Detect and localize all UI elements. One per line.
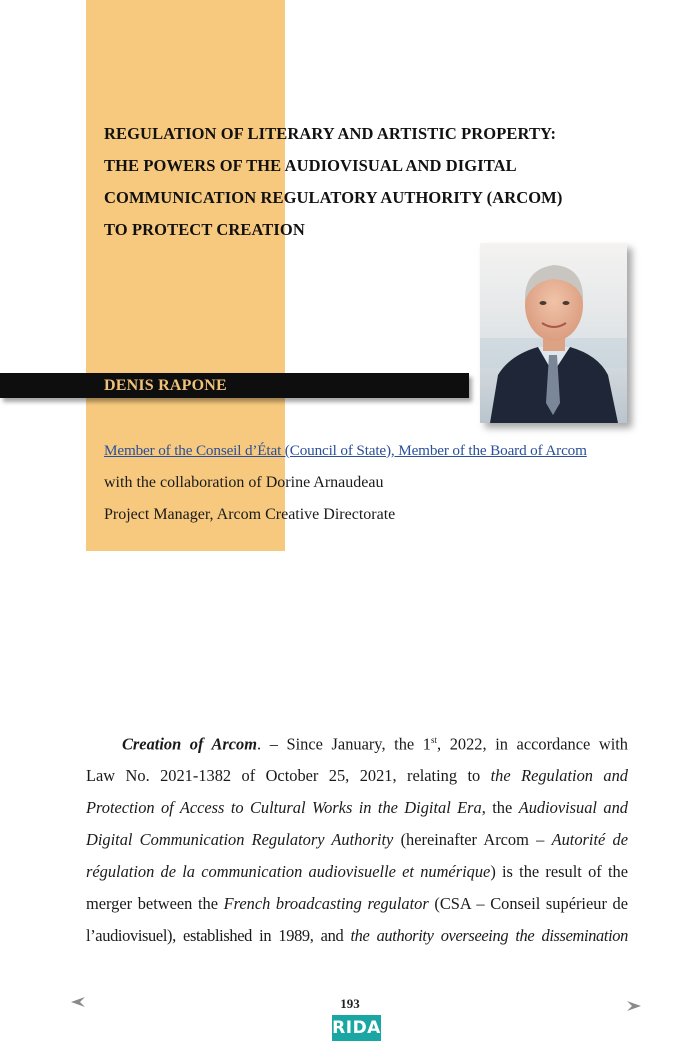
author-name: DENIS RAPONE (104, 377, 227, 394)
author-name-bar (0, 373, 469, 398)
accent-band (86, 0, 285, 551)
article-body (86, 724, 628, 952)
page-number: 193 (340, 996, 360, 1011)
title-line: TO PROTECT CREATION (104, 220, 305, 239)
section-heading: Creation of Arcom (122, 734, 257, 754)
rida-logo: RIDA (332, 1015, 381, 1041)
body-line: Law No. 2021-1382 of October 25, 2021, relating to the Regulation and (86, 766, 628, 786)
collaborator-role: Project Manager, Arcom Creative Directorate (104, 506, 396, 523)
body-line: Creation of Arcom. – Since January, the 1st, 2022, in accordance with (122, 734, 628, 754)
body-line: Digital Communication Regulatory Authority (hereinafter Arcom – Autorité de (86, 830, 628, 850)
body-line: l’audiovisuel), established in 1989, and the authority overseeing the dissemination (86, 926, 628, 946)
body-line: régulation de la communication audiovisuelle et numérique) is the result of the (86, 862, 628, 882)
title-line: REGULATION OF LITERARY AND ARTISTIC PROPERTY: (104, 124, 557, 143)
article-title (104, 118, 604, 246)
affiliation-link[interactable]: Member of the Conseil d’État (Council of State), Member of the Board of Arcom (104, 442, 587, 459)
title-line: COMMUNICATION REGULATORY AUTHORITY (ARCOM) (104, 188, 563, 207)
title-line: THE POWERS OF THE AUDIOVISUAL AND DIGITAL (104, 156, 517, 175)
collaboration-text: with the collaboration of Dorine Arnaudeau (104, 474, 384, 491)
body-line: merger between the French broadcasting regulator (CSA – Conseil supérieur de (86, 894, 628, 914)
body-line: Protection of Access to Cultural Works in the Digital Era, the Audiovisual and (86, 798, 628, 818)
author-photo (480, 243, 627, 423)
